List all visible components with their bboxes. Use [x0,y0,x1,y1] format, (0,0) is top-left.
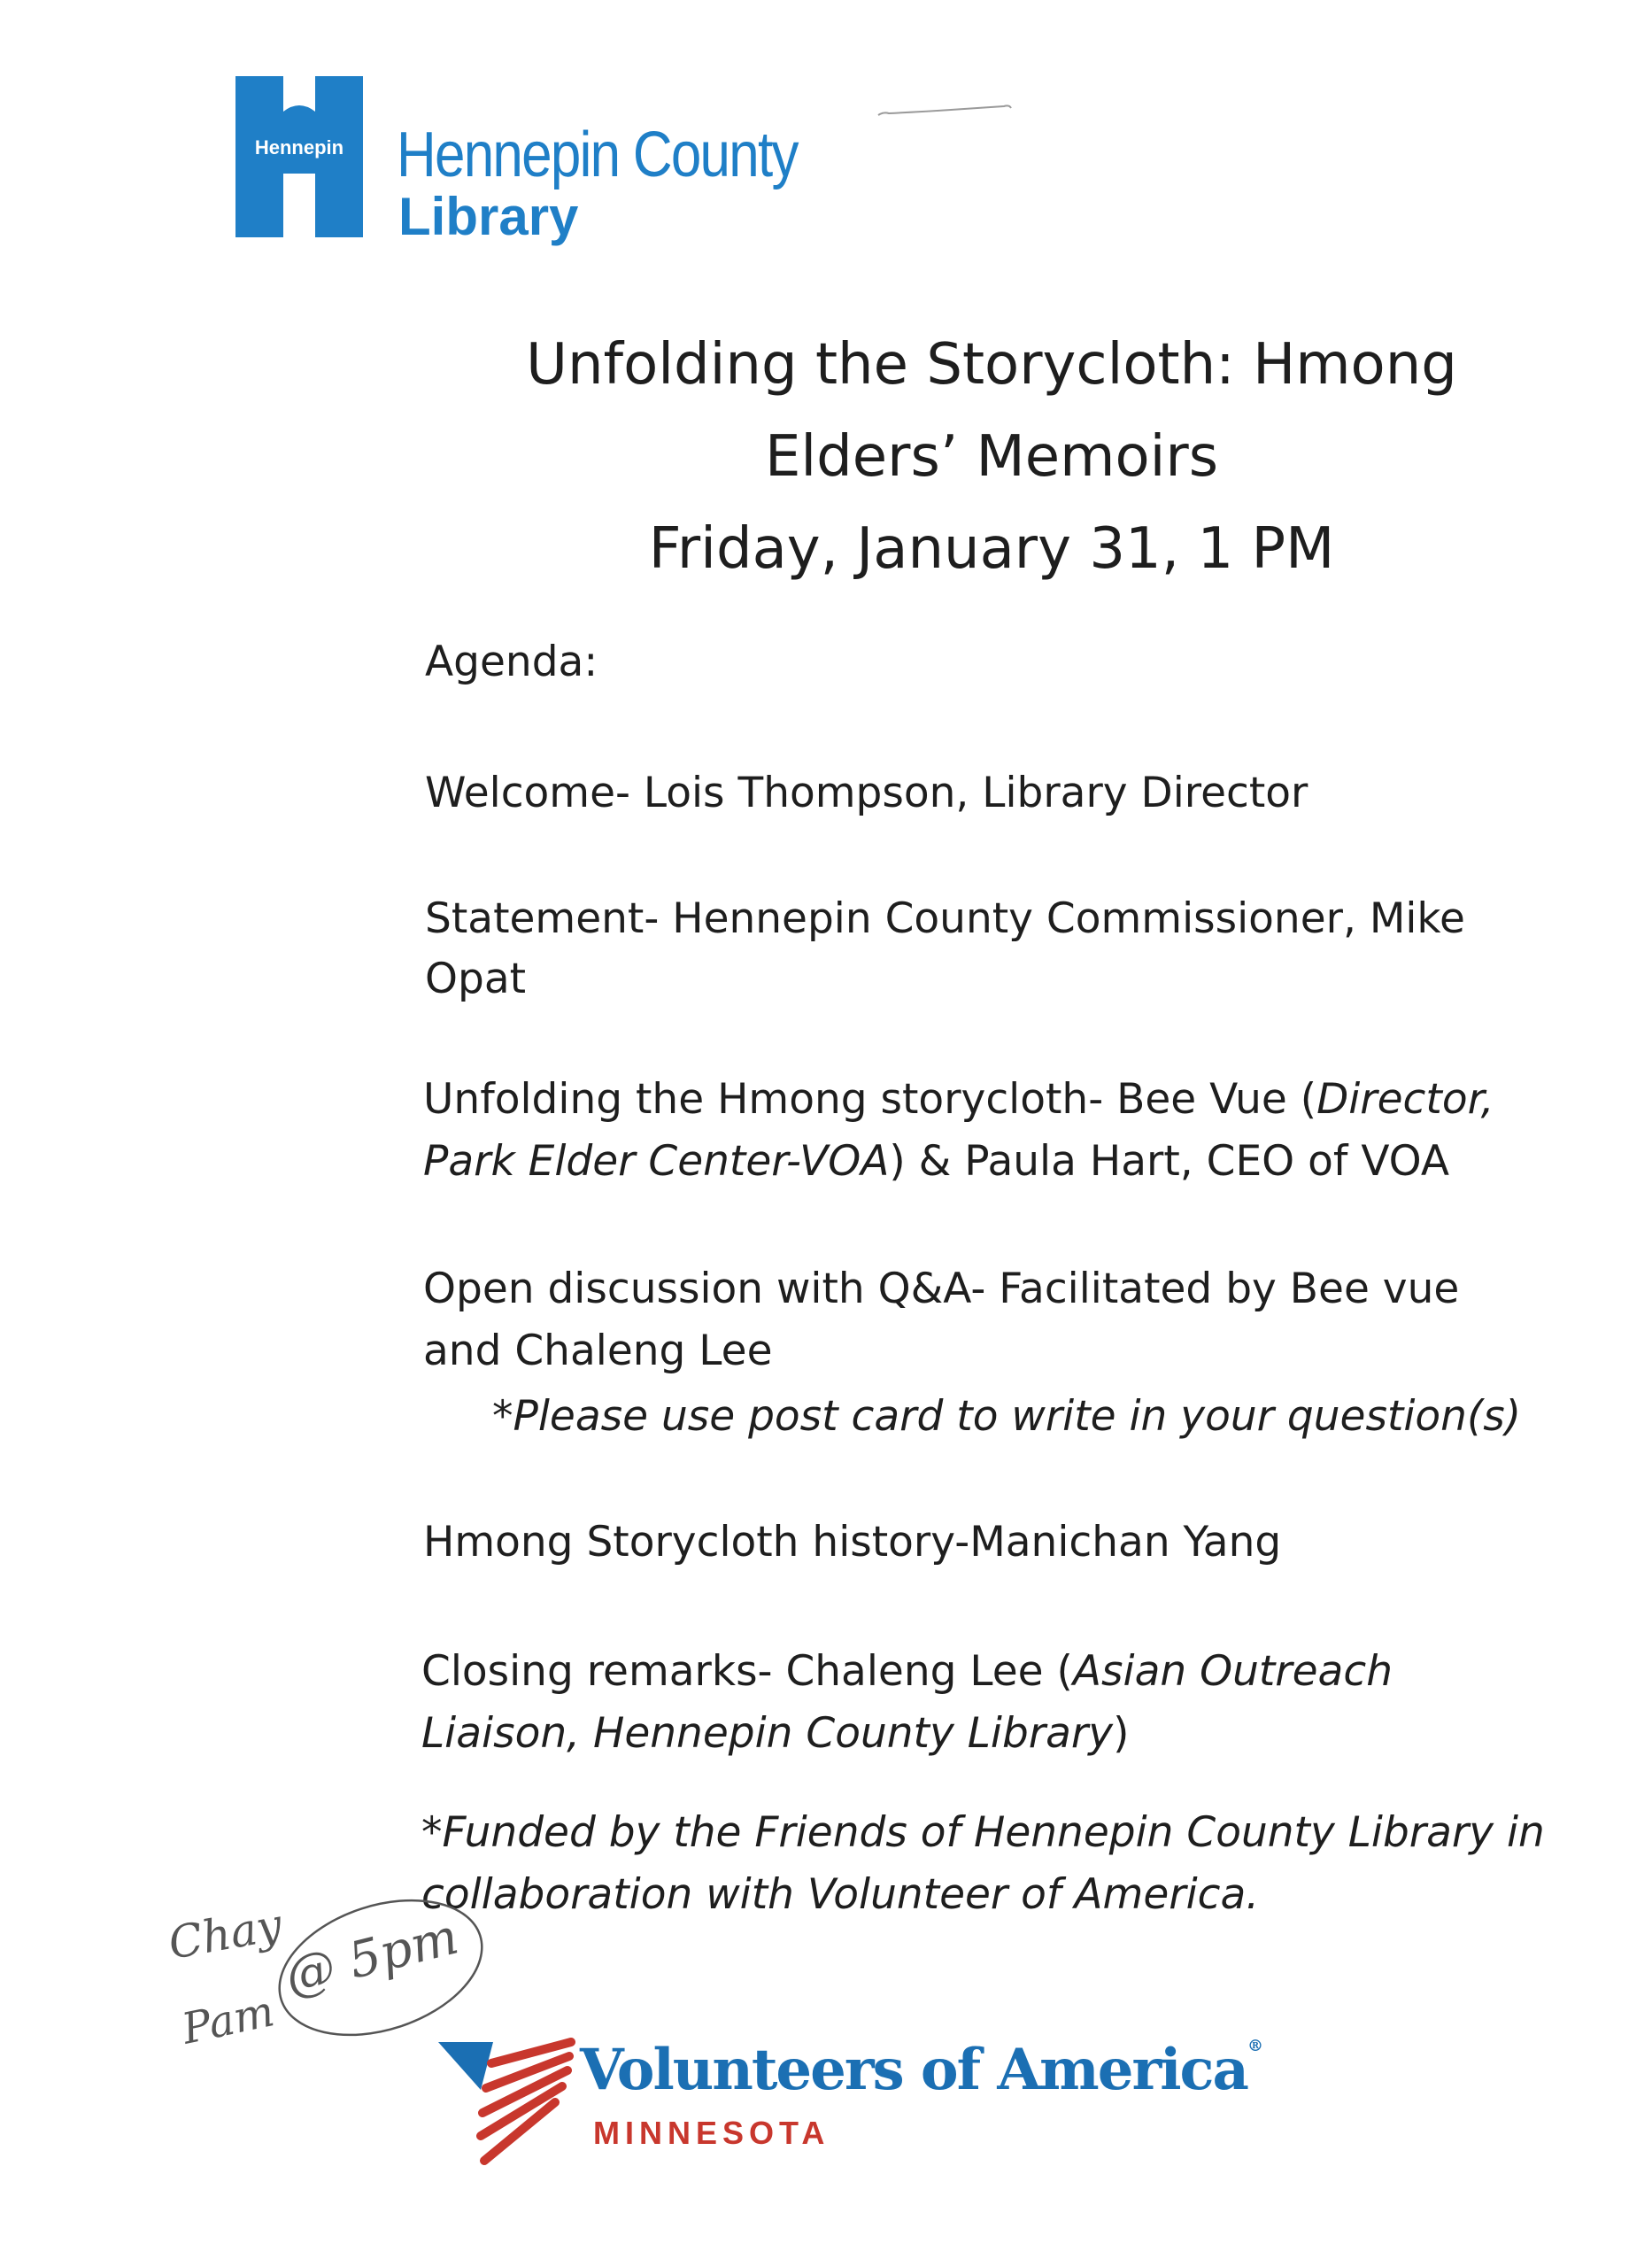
agenda-discussion-line2: and Chaleng Lee [423,1327,773,1375]
agenda-statement-line2: Opat [425,955,527,1003]
agenda-closing-line2 [421,1709,1129,1758]
title-line-2: Elders’ Memoirs [764,424,1219,490]
voa-name [580,2037,1262,2103]
agenda-discussion-line1: Open discussion with Q&A- Facilitated by Bee vue [423,1265,1460,1313]
handwritten-chay: Chay [165,1899,286,1969]
library-name-line1: Hennepin County [397,120,798,190]
agenda-unfolding-line2 [423,1137,1449,1186]
agenda-closing-line1 [421,1647,1393,1696]
closing-text: Closing remarks- Chaleng Lee ( [421,1647,1073,1696]
library-name-line2: Library [398,187,579,246]
agenda-welcome: Welcome- Lois Thompson, Library Director [425,769,1308,817]
unfolding-role: Director, [1316,1075,1494,1124]
agenda-unfolding-line1 [423,1075,1494,1124]
closing-paren: ) [1113,1709,1130,1758]
handwritten-pam: Pam [177,1986,279,2054]
event-title [425,319,1558,595]
handwritten-time: @ 5pm [279,1907,464,2007]
funding-line1: *Funded by the Friends of Hennepin County Library in [421,1808,1545,1857]
voa-state: MINNESOTA [593,2115,830,2151]
funding-line2: collaboration with Volunteer of America. [421,1870,1260,1919]
title-line-1: Unfolding the Storycloth: Hmong [526,332,1457,398]
agenda-discussion-note: *Please use post card to write in your question(s) [492,1392,1522,1441]
hennepin-h-logo [235,76,363,237]
unfolding-org: Park Elder Center-VOA [423,1137,890,1186]
voa-registered-mark: ® [1247,2037,1262,2055]
title-line-3: Friday, January 31, 1 PM [648,516,1335,582]
agenda-history: Hmong Storycloth history-Manichan Yang [423,1518,1282,1567]
agenda-heading: Agenda: [425,638,598,686]
agenda-statement-line1: Statement- Hennepin County Commissioner, Mike [425,894,1465,943]
pen-mark [876,96,1018,126]
unfolding-rest: ) & Paula Hart, CEO of VOA [889,1137,1449,1186]
closing-role: Asian Outreach [1072,1647,1393,1696]
voa-chevron-logo [438,2037,580,2173]
logo-mark-word: Hennepin [254,136,344,159]
voa-name-text: Volunteers of America [580,2037,1247,2103]
unfolding-text: Unfolding the Hmong storycloth- Bee Vue ( [423,1075,1317,1124]
closing-org: Liaison, Hennepin County Library [421,1709,1114,1758]
